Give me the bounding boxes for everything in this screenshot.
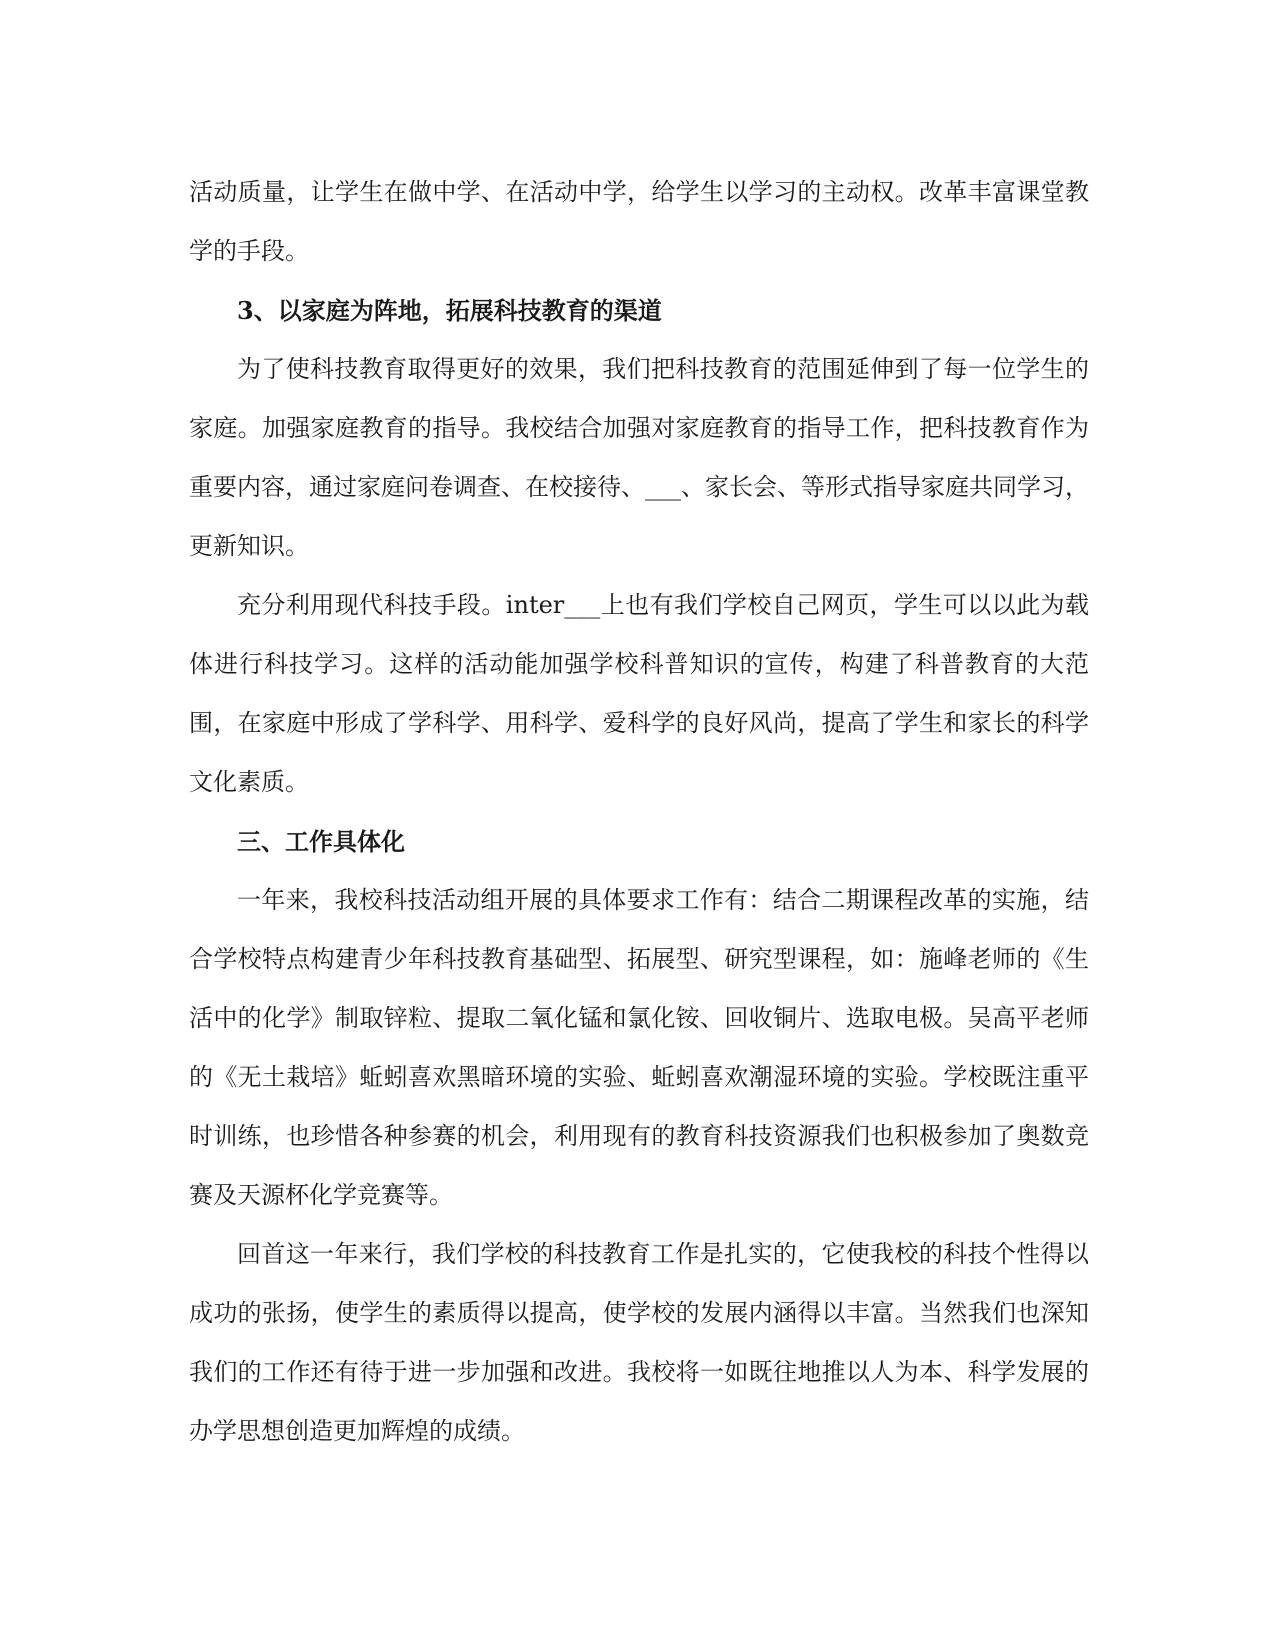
paragraph-review: 回首这一年来行，我们学校的科技教育工作是扎实的，它使我校的科技个性得以成功的张扬，使学生的素质得以提高，使学校的发展内涵得以丰富。当然我们也深知我们的工作还有待于进一步加强和改进。我校将一如既往地推以人为本、科学发展的办学思想创造更加辉煌的成绩。 — [189, 1240, 1089, 1445]
section-heading-concrete-work: 三、工作具体化 — [237, 827, 405, 856]
document-body — [189, 163, 1089, 1461]
paragraph-activity-quality: 活动质量，让学生在做中学、在活动中学，给学生以学习的主动权。改革丰富课堂教学的手段。 — [189, 178, 1089, 265]
paragraph-modern-technology: 充分利用现代科技手段。inter___上也有我们学校自己网页，学生可以以此为载体进行科技学习。这样的活动能加强学校科普知识的宣传，构建了科普教育的大范围，在家庭中形成了学科学、用科学、爱科学的良好风尚，提高了学生和家长的科学文化素质。 — [189, 591, 1089, 796]
section-heading-family-channel: 3、以家庭为阵地，拓展科技教育的渠道 — [237, 296, 662, 325]
paragraph-year-work: 一年来，我校科技活动组开展的具体要求工作有：结合二期课程改革的实施，结合学校特点构建青少年科技教育基础型、拓展型、研究型课程，如：施峰老师的《生活中的化学》制取锌粒、提取二氧化锰和氯化铵、回收铜片、选取电极。吴高平老师的《无土栽培》蚯蚓喜欢黑暗环境的实验、蚯蚓喜欢潮湿环境的实验。学校既注重平时训练，也珍惜各种参赛的机会，利用现有的教育科技资源我们也积极参加了奥数竞赛及天源杯化学竞赛等。 — [189, 886, 1089, 1209]
paragraph-family-education: 为了使科技教育取得更好的效果，我们把科技教育的范围延伸到了每一位学生的家庭。加强家庭教育的指导。我校结合加强对家庭教育的指导工作，把科技教育作为重要内容，通过家庭问卷调查、在校接待、___、家长会、等形式指导家庭共同学习，更新知识。 — [189, 355, 1089, 560]
